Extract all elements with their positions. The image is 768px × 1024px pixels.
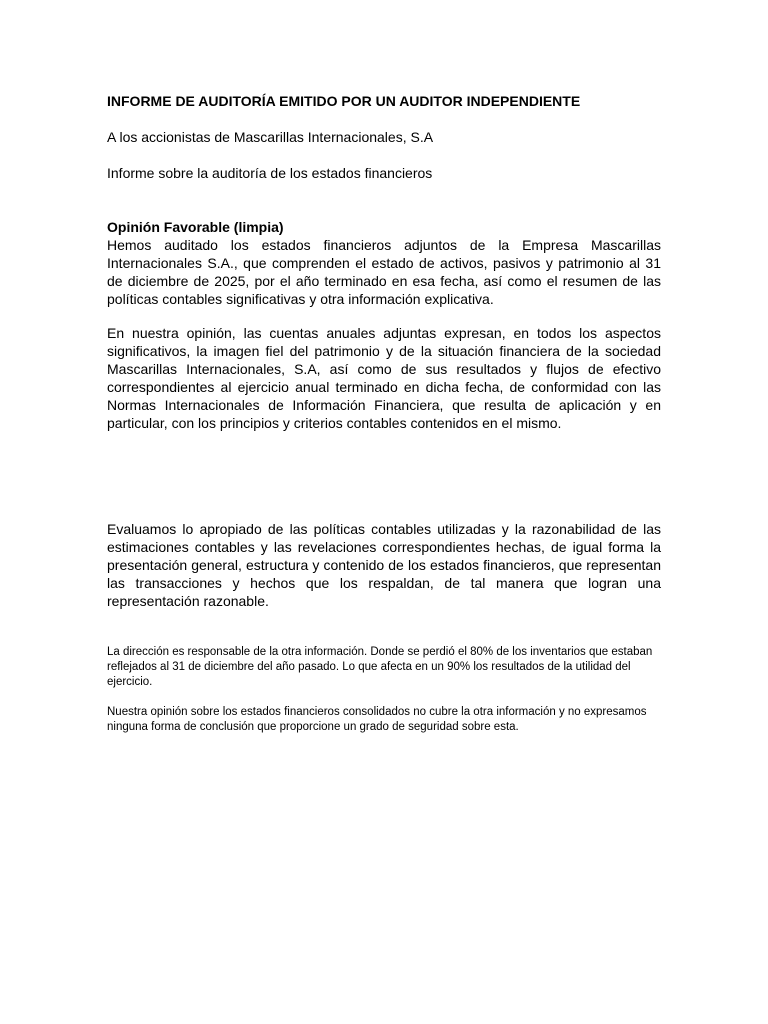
paragraph-opinion-scope: Nuestra opinión sobre los estados financieros consolidados no cubre la otra información y no expresamos ninguna forma de conclusión que proporcione un grado de seguridad sobre esta. (107, 706, 647, 733)
report-subtitle: Informe sobre la auditoría de los estados financieros (107, 165, 433, 181)
paragraph-opinion: En nuestra opinión, las cuentas anuales adjuntas expresan, en todos los aspectos significativos, la imagen fiel del patrimonio y de la situación financiera de la sociedad Mascarillas Internacionales, S.A, así como de sus resultados y flujos de efectivo correspondientes al ejercicio anual terminado en dicha fecha, de conformidad con las Normas Internacionales de Información Financiera, que resulta de aplicación y en particular, con los principios y criterios contables contenidos en el mismo. (107, 325, 661, 431)
paragraph-evaluation: Evaluamos lo apropiado de las políticas contables utilizadas y la razonabilidad de las estimaciones contables y las revelaciones correspondientes hechas, de igual forma la presentación general, estructura y contenido de los estados financieros, que representan las transacciones y hechos que los respaldan, de tal manera que logran una representación razonable. (107, 521, 661, 609)
opinion-heading: Opinión Favorable (limpia) (107, 219, 284, 235)
paragraph-audit-scope: Hemos auditado los estados financieros adjuntos de la Empresa Mascarillas Internacionales S.A., que comprenden el estado de activos, pasivos y patrimonio al 31 de diciembre de 2025, por el año terminado en esa fecha, así como el resumen de las políticas contables significativas y otra información explicativa. (107, 237, 661, 307)
report-title: INFORME DE AUDITORÍA EMITIDO POR UN AUDITOR INDEPENDIENTE (107, 93, 581, 109)
addressee-line: A los accionistas de Mascarillas Internacionales, S.A (107, 129, 434, 145)
paragraph-other-information: La dirección es responsable de la otra información. Donde se perdió el 80% de los inventarios que estaban reflejados al 31 de diciembre del año pasado. Lo que afecta en un 90% los resultados de la utilidad del ejercicio. (107, 646, 653, 688)
